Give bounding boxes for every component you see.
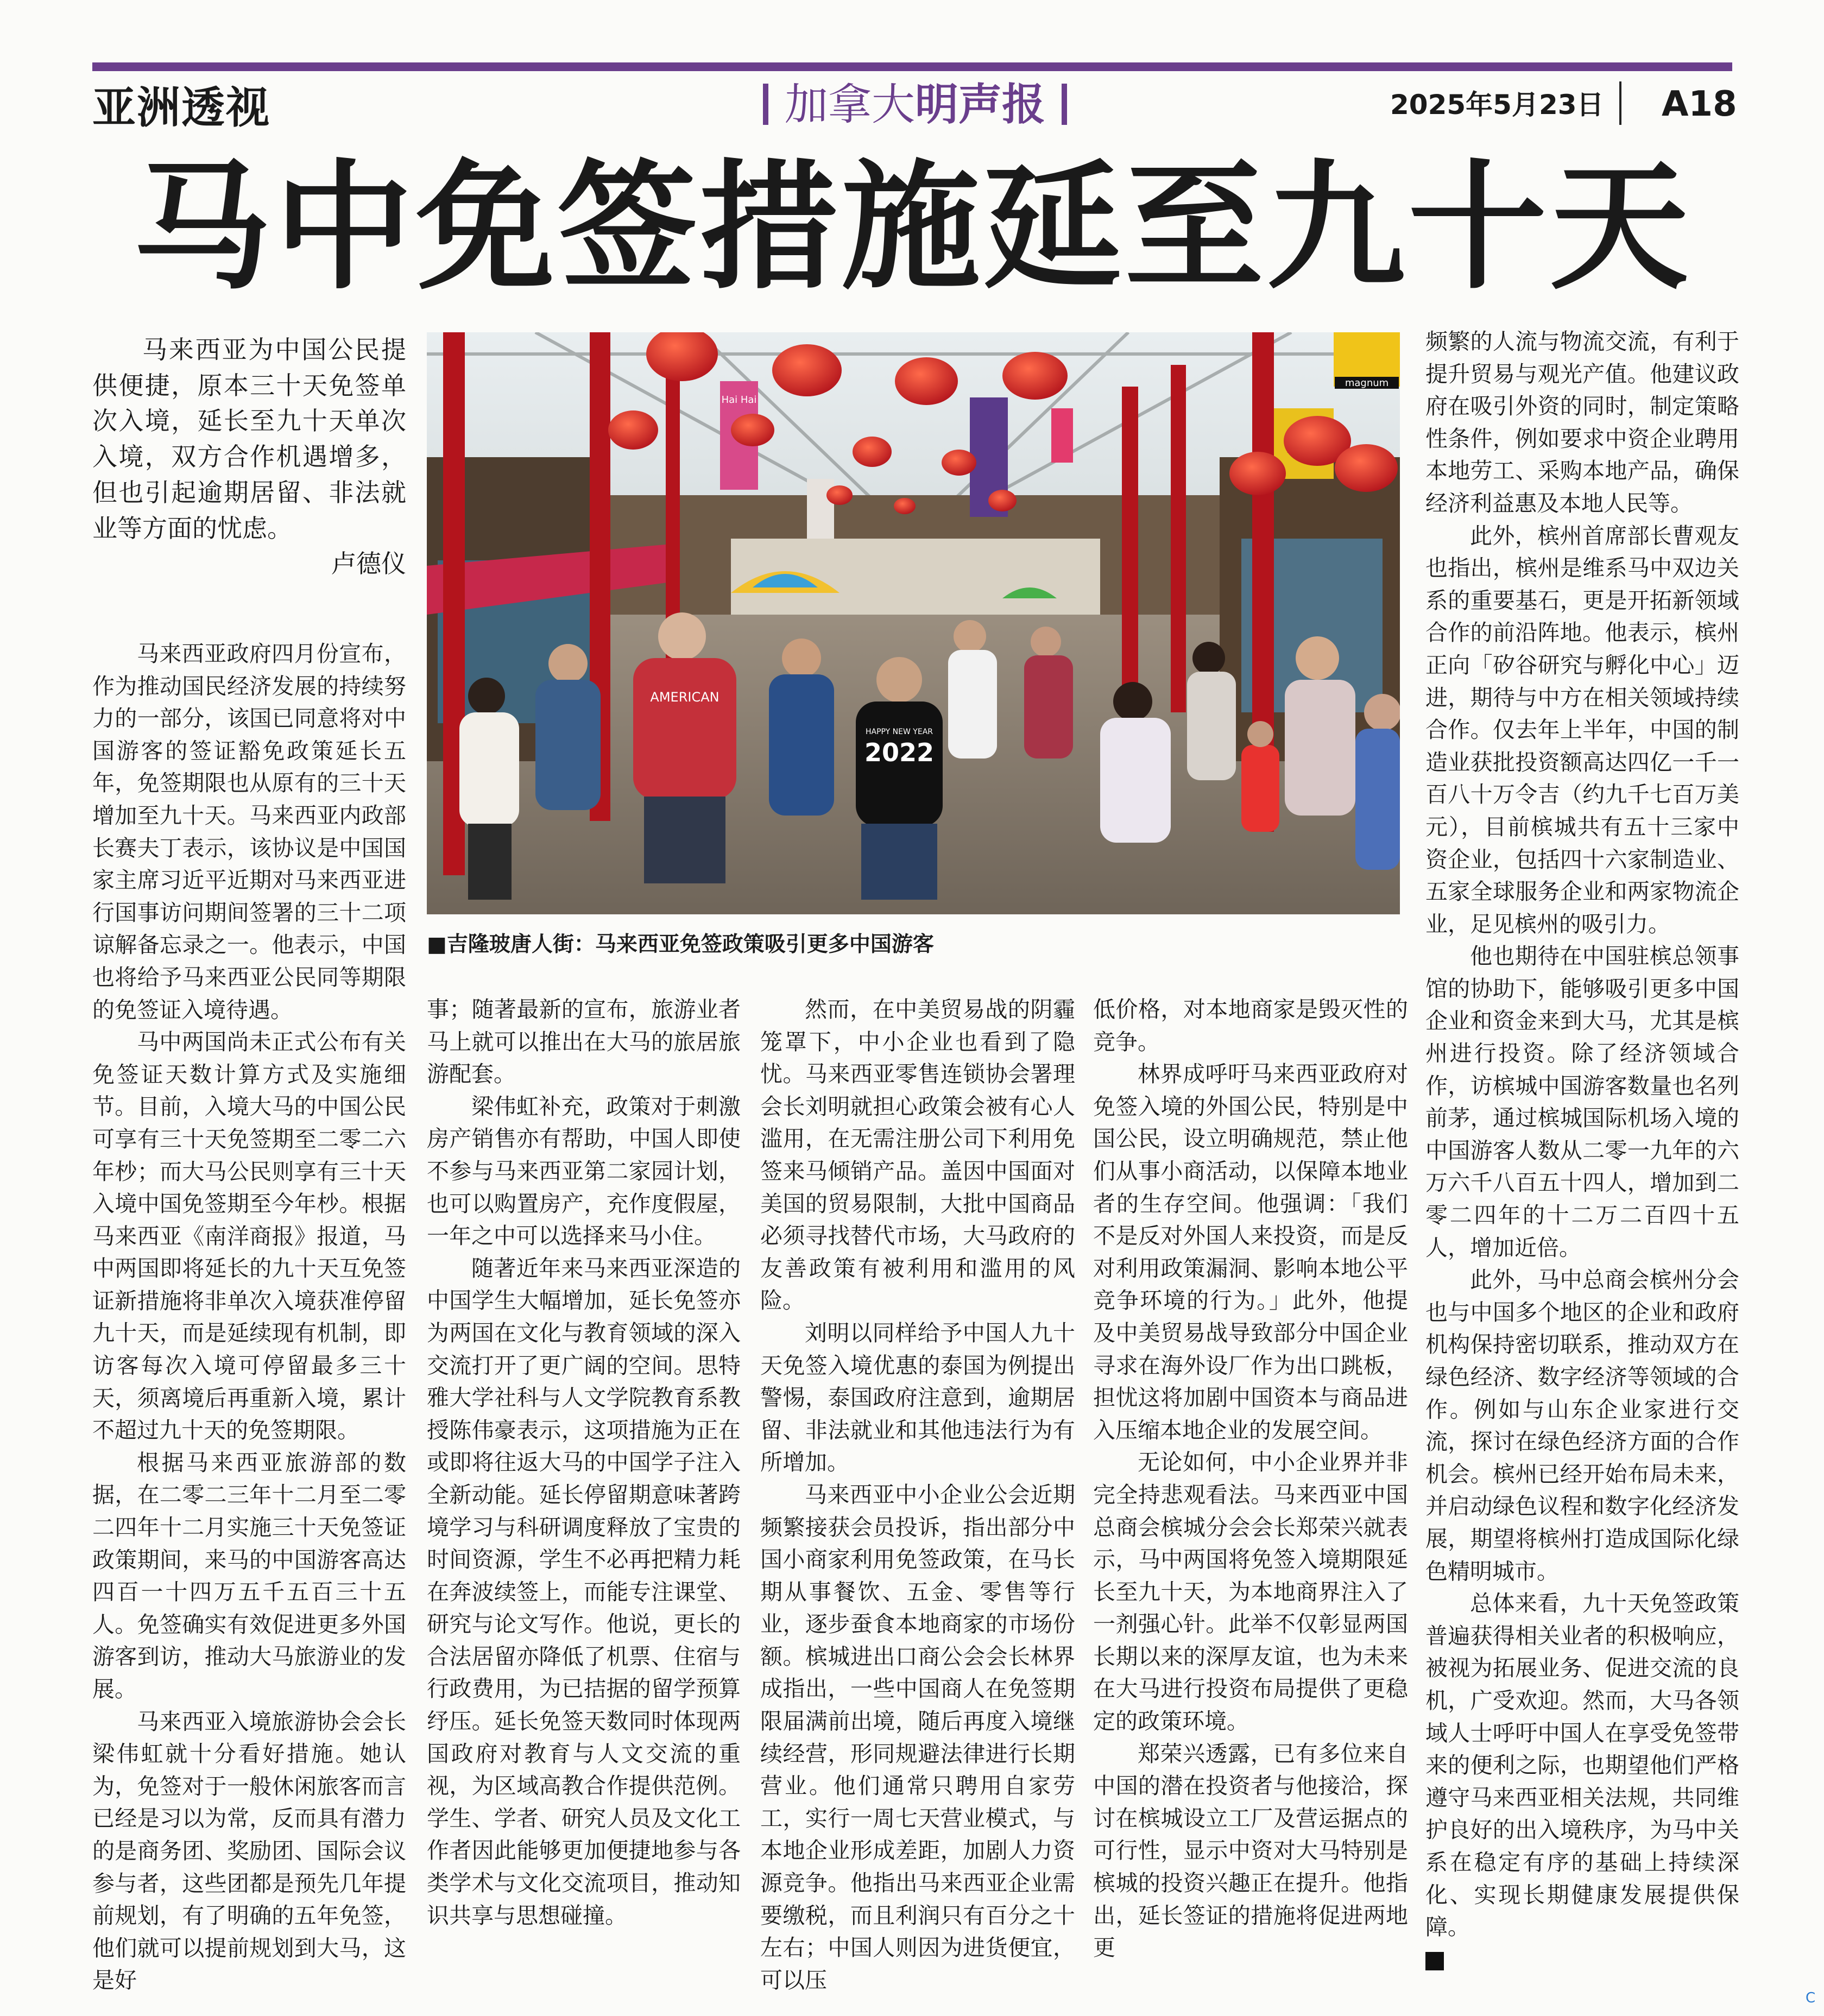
red-shirt-text: AMERICAN [650, 690, 719, 705]
paragraph: 马来西亚入境旅游协会会长梁伟虹就十分看好措施。她认为，免签对于一般休闲旅客而言已经是习以为常，反而具有潜力的是商务团、奖励团、国际会议参与者，这些团都是预先几年提前规划，有了明确的五年免签，他们就可以提前规划到大马，这是好 [92, 1708, 406, 1994]
paragraph: 随著近年来马来西亚深造的中国学生大幅增加，延长免签亦为两国在文化与教育领域的深入交流打开了更广阔的空间。思特雅大学社科与人文学院教育系教授陈伟豪表示，这项措施为正在或即将往返大马的中国学子注入全新动能。延长停留期意味著跨境学习与科研调度释放了宝贵的时间资源，学生不必再把精力耗在奔波续签上，而能专注课堂、研究与论文写作。他说，更长的合法居留亦降低了机票、住宿与行政费用，为已拮据的留学预算纾压。延长免签天数同时体现两国政府对教育与人文交流的重视，为区域高教合作提供范例。学生、学者、研究人员及文化工作者因此能够更加便捷地参与各类学术与文化交流项目，推动知识共享与思想碰撞。 [427, 1255, 741, 1929]
article-column-2 [427, 994, 741, 1932]
paragraph: 无论如何，中小企业界并非完全持悲观看法。马来西亚中国总商会槟城分会会长郑荣兴就表示，马中两国将免签入境期限延长至九十天，为本地商界注入了一剂强心针。此举不仅彰显两国长期以来的深厚友谊，也为未来在大马进行投资布局提供了更稳定的政策环境。 [1093, 1449, 1408, 1735]
paragraph: 总体来看，九十天免签政策普遍获得相关业者的积极响应，被视为拓展业务、促进交流的良机，广受欢迎。然而，大马各领域人士呼吁中国人在享受免签带来的便利之际，也期望他们严格遵守马来西亚相关法规，共同维护良好的出入境秩序，为马中关系在稳定有序的基础上持续深化、实现长期健康发展提供保障。 [1425, 1590, 1739, 1941]
chinatown-photo [427, 332, 1400, 914]
paragraph: 根据马来西亚旅游部的数据，在二零二三年十二月至二零二四年十二月实施三十天免签证政策期间，来马的中国游客高达四百一十四万五千五百三十五人。免签确实有效促进更多外国游客到访，推动大马旅游业的发展。 [92, 1449, 406, 1702]
paragraph: 他也期待在中国驻槟总领事馆的协助下，能够吸引更多中国企业和资金来到大马，尤其是槟州进行投资。除了经济领域合作，访槟城中国游客数量也名列前茅，通过槟城国际机场入境的中国游客人数从二零一九年的六万六千八百五十四人，增加到二零二四年的十二万二百四十五人，增加近倍。 [1425, 943, 1739, 1261]
end-of-article [1425, 1947, 1739, 1980]
paragraph: 此外，槟州首席部长曹观友也指出，槟州是维系马中双边关系的重要基石，更是开拓新领域合作的前沿阵地。他表示，槟州正向「矽谷研究与孵化中心」迈进，期待与中方在相关领域持续合作。仅去年上半年，中国的制造业获批投资额高达四亿一千一百八十万令吉（约九千七百万美元），目前槟城共有五十三家中资企业，包括四十六家制造业、五家全球服务企业和两家物流企业，足见槟州的吸引力。 [1425, 522, 1739, 937]
brand-bar-right [1062, 84, 1067, 125]
shirt-top-text: HAPPY NEW YEAR [866, 728, 933, 736]
article-column-4 [1093, 994, 1408, 1964]
article-column-3 [760, 994, 1075, 1996]
corner-mark: C [1806, 1990, 1816, 2006]
article-column-5 [1425, 326, 1739, 1979]
paragraph: 马来西亚政府四月份宣布，作为推动国民经济发展的持续努力的一部分，该国已同意将对中国游客的签证豁免政策延长五年，免签期限也从原有的三十天增加至九十天。马来西亚内政部长赛夫丁表示，该协议是中国国家主席习近平近期对马来西亚进行国事访问期间签署的三十二项谅解备忘录之一。他表示，中国也将给予马来西亚公民同等期限的免签证入境待遇。 [92, 641, 406, 1023]
paragraph: 马中两国尚未正式公布有关免签证天数计算方式及实施细节。目前，入境大马的中国公民可享有三十天免签期至二零二六年杪；而大马公民则享有三十天入境中国免签期至今年杪。根据马来西亚《南洋商报》报道，马中两国即将延长的九十天互免签证新措施将非单次入境获准停留九十天，而是延续现有机制，即访客每次入境可停留最多三十天，须离境后再重新入境，累计不超过九十天的免签期限。 [92, 1029, 406, 1444]
paragraph-continued: 低价格，对本地商家是毁灭性的竞争。 [1093, 996, 1408, 1055]
newspaper-brand [744, 78, 1086, 132]
section-title: 亚洲透视 [92, 82, 270, 133]
top-rule [92, 62, 1732, 71]
photo-caption: ■吉隆玻唐人街：马来西亚免签政策吸引更多中国游客 [427, 932, 934, 957]
author-byline: 卢德仪 [331, 549, 406, 579]
lead-paragraph [92, 332, 406, 582]
paragraph: 郑荣兴透露，已有多位来自中国的潜在投资者与他接洽，探讨在槟城设立工厂及营运据点的可行性，显示中资对大马特别是槟城的投资兴趣正在提升。他指出，延长签证的措施将促进两地更 [1093, 1740, 1408, 1961]
issue-date: 2025年5月23日 [1390, 89, 1604, 121]
paragraph: 刘明以同样给予中国人九十天免签入境优惠的泰国为例提出警惕，泰国政府注意到，逾期居留、非法就业和其他违法行为有所增加。 [760, 1319, 1075, 1476]
end-square-icon [1425, 1952, 1444, 1970]
article-column-1 [92, 638, 406, 1997]
paragraph-continued: 事；随著最新的宣布，旅游业者马上就可以推出在大马的旅居旅游配套。 [427, 996, 741, 1088]
date-separator [1619, 81, 1621, 125]
banner-text: Hai Hai [721, 394, 757, 406]
paragraph: 林界成呼吁马来西亚政府对免签入境的外国公民，特别是中国公民，设立明确规范，禁止他们从事小商活动，以保障本地业者的生存空间。他强调：「我们不是反对外国人来投资，而是反对利用政策漏洞、影响本地公平竞争环境的行为。」此外，他提及中美贸易战导致部分中国企业寻求在海外设厂作为出口跳板，担忧这将加剧中国资本与商品进入压缩本地企业的发展空间。 [1093, 1061, 1408, 1443]
brand-name: 明声报 [915, 79, 1045, 130]
page-number: A18 [1662, 84, 1737, 124]
brand-prefix: 加拿大 [785, 79, 915, 130]
street-scene-illustration [427, 332, 1400, 914]
paragraph-continued: 频繁的人流与物流交流，有利于提升贸易与观光产值。他建议政府在吸引外资的同时，制定策略性条件，例如要求中资企业聘用本地劳工、采购本地产品，确保经济利益惠及本地人民等。 [1425, 328, 1739, 516]
paragraph: 马来西亚中小企业公会近期频繁接获会员投诉，指出部分中国小商家利用免签政策，在马长期从事餐饮、五金、零售等行业，逐步蚕食本地商家的市场份额。槟城进出口商公会会长林界成指出，一些中国商人在免签期限届满前出境，随后再度入境继续经营，形同规避法律进行长期营业。他们通常只聘用自家劳工，实行一周七天营业模式，与本地企业形成差距，加剧人力资源竞争。他指出马来西亚企业需要缴税，而且利润只有百分之十左右；中国人则因为进货便宜，可以压 [760, 1481, 1075, 1993]
shirt-year-text: 2022 [864, 738, 935, 767]
brand-bar-left [763, 84, 768, 125]
lead-text: 马来西亚为中国公民提供便捷，原本三十天免签单次入境，延长至九十天单次入境，双方合作机遇增多，但也引起逾期居留、非法就业等方面的忧虑。 [92, 335, 406, 543]
paragraph: 此外，马中总商会槟州分会也与中国多个地区的企业和政府机构保持密切联系，推动双方在绿色经济、数字经济等领域的合作。例如与山东企业家进行交流，探讨在绿色经济方面的合作机会。槟州已经开始布局未来，并启动绿色议程和数字化经济发展，期望将槟州打造成国际化绿色精明城市。 [1425, 1267, 1739, 1584]
paragraph: 然而，在中美贸易战的阴霾笼罩下，中小企业也看到了隐忧。马来西亚零售连锁协会署理会长刘明就担心政策会被有心人滥用，在无需注册公司下利用免签来马倾销产品。盖因中国面对美国的贸易限制，大批中国商品必须寻找替代市场，大马政府的友善政策有被利用和滥用的风险。 [760, 996, 1075, 1314]
headline: 马中免签措施延至九十天 [132, 147, 1692, 308]
paragraph: 梁伟虹补充，政策对于刺激房产销售亦有帮助，中国人即使不参与马来西亚第二家园计划，也可以购置房产，充作度假屋，一年之中可以选择来马小住。 [427, 1093, 741, 1249]
magnum-sign-text: magnum [1345, 377, 1389, 389]
